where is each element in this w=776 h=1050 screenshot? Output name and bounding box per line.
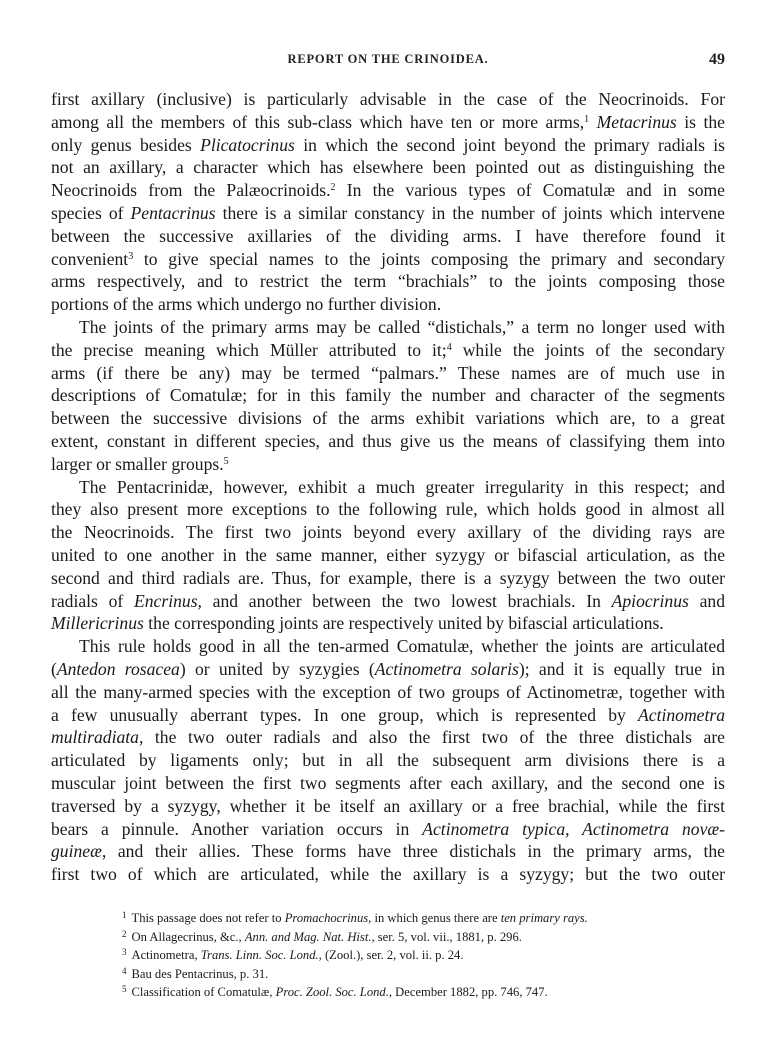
footnote-reference: 2: [330, 182, 336, 194]
line-text: only genus besides: [51, 134, 201, 155]
italic-term: Antedon rosacea: [56, 658, 180, 679]
line-text: This rule holds good in all the ten-armed Comatulæ, whether the joints are articulated: [79, 636, 725, 657]
footnote-1: [122, 908, 682, 927]
text-line: [51, 863, 725, 886]
italic-term: Apiocrinus: [611, 590, 689, 611]
line-text: in which the second joint beyond the primary radials is: [294, 134, 725, 155]
line-text: arms respectively, and to restrict the term “brachials” to the joints composing those: [51, 271, 725, 292]
footnote-2: [122, 927, 682, 946]
text-line: [51, 704, 725, 727]
line-text: The joints of the primary arms may be called “distichals,” a term no longer used with: [79, 316, 725, 337]
footnote-4: [122, 964, 682, 983]
italic-term: Millericrinus: [51, 613, 144, 634]
line-text: between the successive divisions of the arms exhibit variations which are, to a great: [51, 408, 725, 429]
text-line: [51, 658, 725, 681]
line-text: convenient: [51, 248, 129, 269]
text-line: [51, 635, 725, 658]
text-line: [51, 840, 725, 863]
text-line: [51, 681, 725, 704]
line-text: the corresponding joints are respectively united by bifascial articulations.: [143, 613, 664, 634]
footnote-reference: 4: [446, 341, 452, 353]
text-line: [51, 384, 725, 407]
line-text: a few unusually aberrant types. In one group, which is represented by: [51, 704, 639, 725]
page-number: 49: [709, 51, 725, 68]
line-text: species of: [51, 202, 131, 223]
text-line: [51, 270, 725, 293]
line-text: In the various types of Comatulæ and in some: [335, 180, 725, 201]
footnote-reference: 5: [223, 455, 229, 467]
text-line: [51, 293, 725, 316]
italic-term: Encrinus,: [134, 590, 202, 611]
line-text: the precise meaning which Müller attributed to it;: [51, 339, 447, 360]
text-line: [51, 339, 725, 362]
line-text: radials of: [51, 590, 135, 611]
text-line: [51, 726, 725, 749]
footnote-mark: 2: [122, 928, 127, 939]
text-line: [51, 156, 725, 179]
footnote-5: [122, 982, 682, 1001]
line-text: The Pentacrinidæ, however, exhibit a much greater irregularity in this respect; and: [79, 476, 725, 497]
footnote-text: in which genus there are: [371, 911, 501, 925]
body-text: [51, 88, 725, 886]
text-line: [51, 225, 725, 248]
text-line: [51, 202, 725, 225]
text-line: [51, 134, 725, 157]
text-line: [51, 407, 725, 430]
line-text: while the joints of the secondary: [451, 339, 725, 360]
line-text: is the: [676, 111, 725, 132]
line-text: and their allies. These forms have three distichals in the primary arms, the: [106, 841, 725, 862]
line-text: ) or united by syzygies (: [179, 658, 375, 679]
italic-term: Plicatocrinus: [200, 134, 295, 155]
line-text: larger or smaller groups.: [51, 453, 224, 474]
footnote-text: On Allagecrinus, &c.,: [131, 929, 245, 944]
footnote-mark: 1: [122, 910, 127, 920]
footnote-text: Bau des Pentacrinus, p. 31.: [131, 966, 269, 981]
line-text: the two outer radials and also the first two of the three distichals are: [143, 727, 725, 748]
footnote-text: Classification of Comatulæ,: [131, 985, 276, 1000]
italic-term: Metacrinus: [589, 111, 677, 132]
line-text: united to one another in the same manner, either syzygy or bifascial articulation, as the: [51, 544, 725, 565]
text-line: [51, 498, 725, 521]
footnote-mark: 4: [122, 965, 127, 976]
line-text: arms (if there be any) may be termed “palmars.” These names are of much use in: [51, 362, 725, 383]
text-line: [51, 749, 725, 772]
line-text: between the successive axillaries of the dividing arms. I have therefore found it: [51, 225, 725, 246]
footnote-citation: Trans. Linn. Soc. Lond.,: [200, 948, 322, 963]
italic-term: Actinometra solaris: [374, 658, 519, 679]
line-text: articulated by ligaments only; but in all the subsequent arm divisions there is a: [51, 750, 725, 771]
line-text: first axillary (inclusive) is particularly advisable in the case of the Neocrinoids. For: [51, 89, 725, 109]
footnote-text: ser. 5, vol. vii., 1881, p. 296.: [374, 929, 522, 944]
line-text: extent, constant in different species, and thus give us the means of classifying them into: [51, 430, 725, 451]
line-text: ); and it is equally true in: [518, 658, 725, 679]
italic-term: guineæ,: [51, 841, 107, 862]
italic-term: Actinometra typica, Actinometra novæ-: [422, 818, 725, 839]
text-line: [51, 476, 725, 499]
footnote-citation: ten primary rays.: [500, 911, 588, 925]
text-line: [51, 795, 725, 818]
line-text: (: [51, 658, 57, 679]
text-line: [51, 430, 725, 453]
line-text: traversed by a syzygy, whether it be itself an axillary or a free brachial, while the first: [51, 795, 725, 816]
italic-term: multiradiata,: [51, 727, 144, 748]
line-text: and another between the two lowest brachials. In: [201, 590, 612, 611]
line-text: portions of the arms which undergo no further division.: [51, 294, 442, 315]
footnote-text: (Zool.), ser. 2, vol. ii. p. 24.: [321, 948, 464, 963]
text-line: [51, 179, 725, 202]
text-line: [51, 111, 725, 134]
text-line: [51, 453, 725, 476]
footnote-reference: 1: [584, 113, 590, 125]
text-line: [51, 567, 725, 590]
line-text: descriptions of Comatulæ; for in this family the number and character of the segments: [51, 385, 725, 406]
footnotes: [122, 908, 682, 1001]
footnote-reference: 3: [128, 250, 134, 262]
line-text: they also present more exceptions to the following rule, which holds good in almost all: [51, 499, 725, 520]
line-text: second and third radials are. Thus, for example, there is a syzygy between the two outer: [51, 567, 725, 588]
footnote-mark: 3: [122, 947, 127, 958]
footnote-citation: Promachocrinus,: [284, 911, 372, 925]
line-text: there is a similar constancy in the number of joints which intervene: [215, 202, 725, 223]
line-text: not an axillary, a character which has elsewhere been pointed out as distinguishing the: [51, 157, 725, 178]
italic-term: Actinometra: [638, 704, 725, 725]
line-text: the Neocrinoids. The first two joints beyond every axillary of the dividing rays are: [51, 522, 725, 543]
text-line: [51, 362, 725, 385]
text-line: [51, 612, 725, 635]
footnote-citation: Ann. and Mag. Nat. Hist.,: [244, 929, 375, 944]
line-text: muscular joint between the first two segments after each axillary, and the second one is: [51, 772, 725, 793]
text-line: [51, 590, 725, 613]
footnote-citation: Proc. Zool. Soc. Lond.,: [275, 985, 393, 1000]
footnote-mark: 5: [122, 984, 127, 995]
text-line: [51, 316, 725, 339]
footnote-text: December 1882, pp. 746, 747.: [392, 985, 548, 1000]
footnote-text: Actinometra,: [131, 948, 201, 963]
text-line: [51, 521, 725, 544]
italic-term: Pentacrinus: [130, 202, 216, 223]
text-line: [51, 544, 725, 567]
line-text: bears a pinnule. Another variation occurs in: [51, 818, 423, 839]
footnote-3: [122, 945, 682, 964]
line-text: to give special names to the joints composing the primary and secondary: [133, 248, 725, 269]
running-head: [51, 50, 725, 70]
text-line: [51, 88, 725, 111]
line-text: Neocrinoids from the Palæocrinoids.: [51, 180, 331, 201]
footnote-text: This passage does not refer to: [131, 911, 285, 925]
line-text: and: [688, 590, 725, 611]
line-text: all the many-armed species with the exception of two groups of Actinometræ, together with: [51, 681, 725, 702]
line-text: among all the members of this sub-class which have ten or more arms,: [51, 111, 585, 132]
line-text: first two of which are articulated, while the axillary is a syzygy; but the two outer: [51, 864, 725, 885]
running-title: REPORT ON THE CRINOIDEA.: [287, 52, 489, 66]
text-line: [51, 248, 725, 271]
text-line: [51, 818, 725, 841]
text-line: [51, 772, 725, 795]
